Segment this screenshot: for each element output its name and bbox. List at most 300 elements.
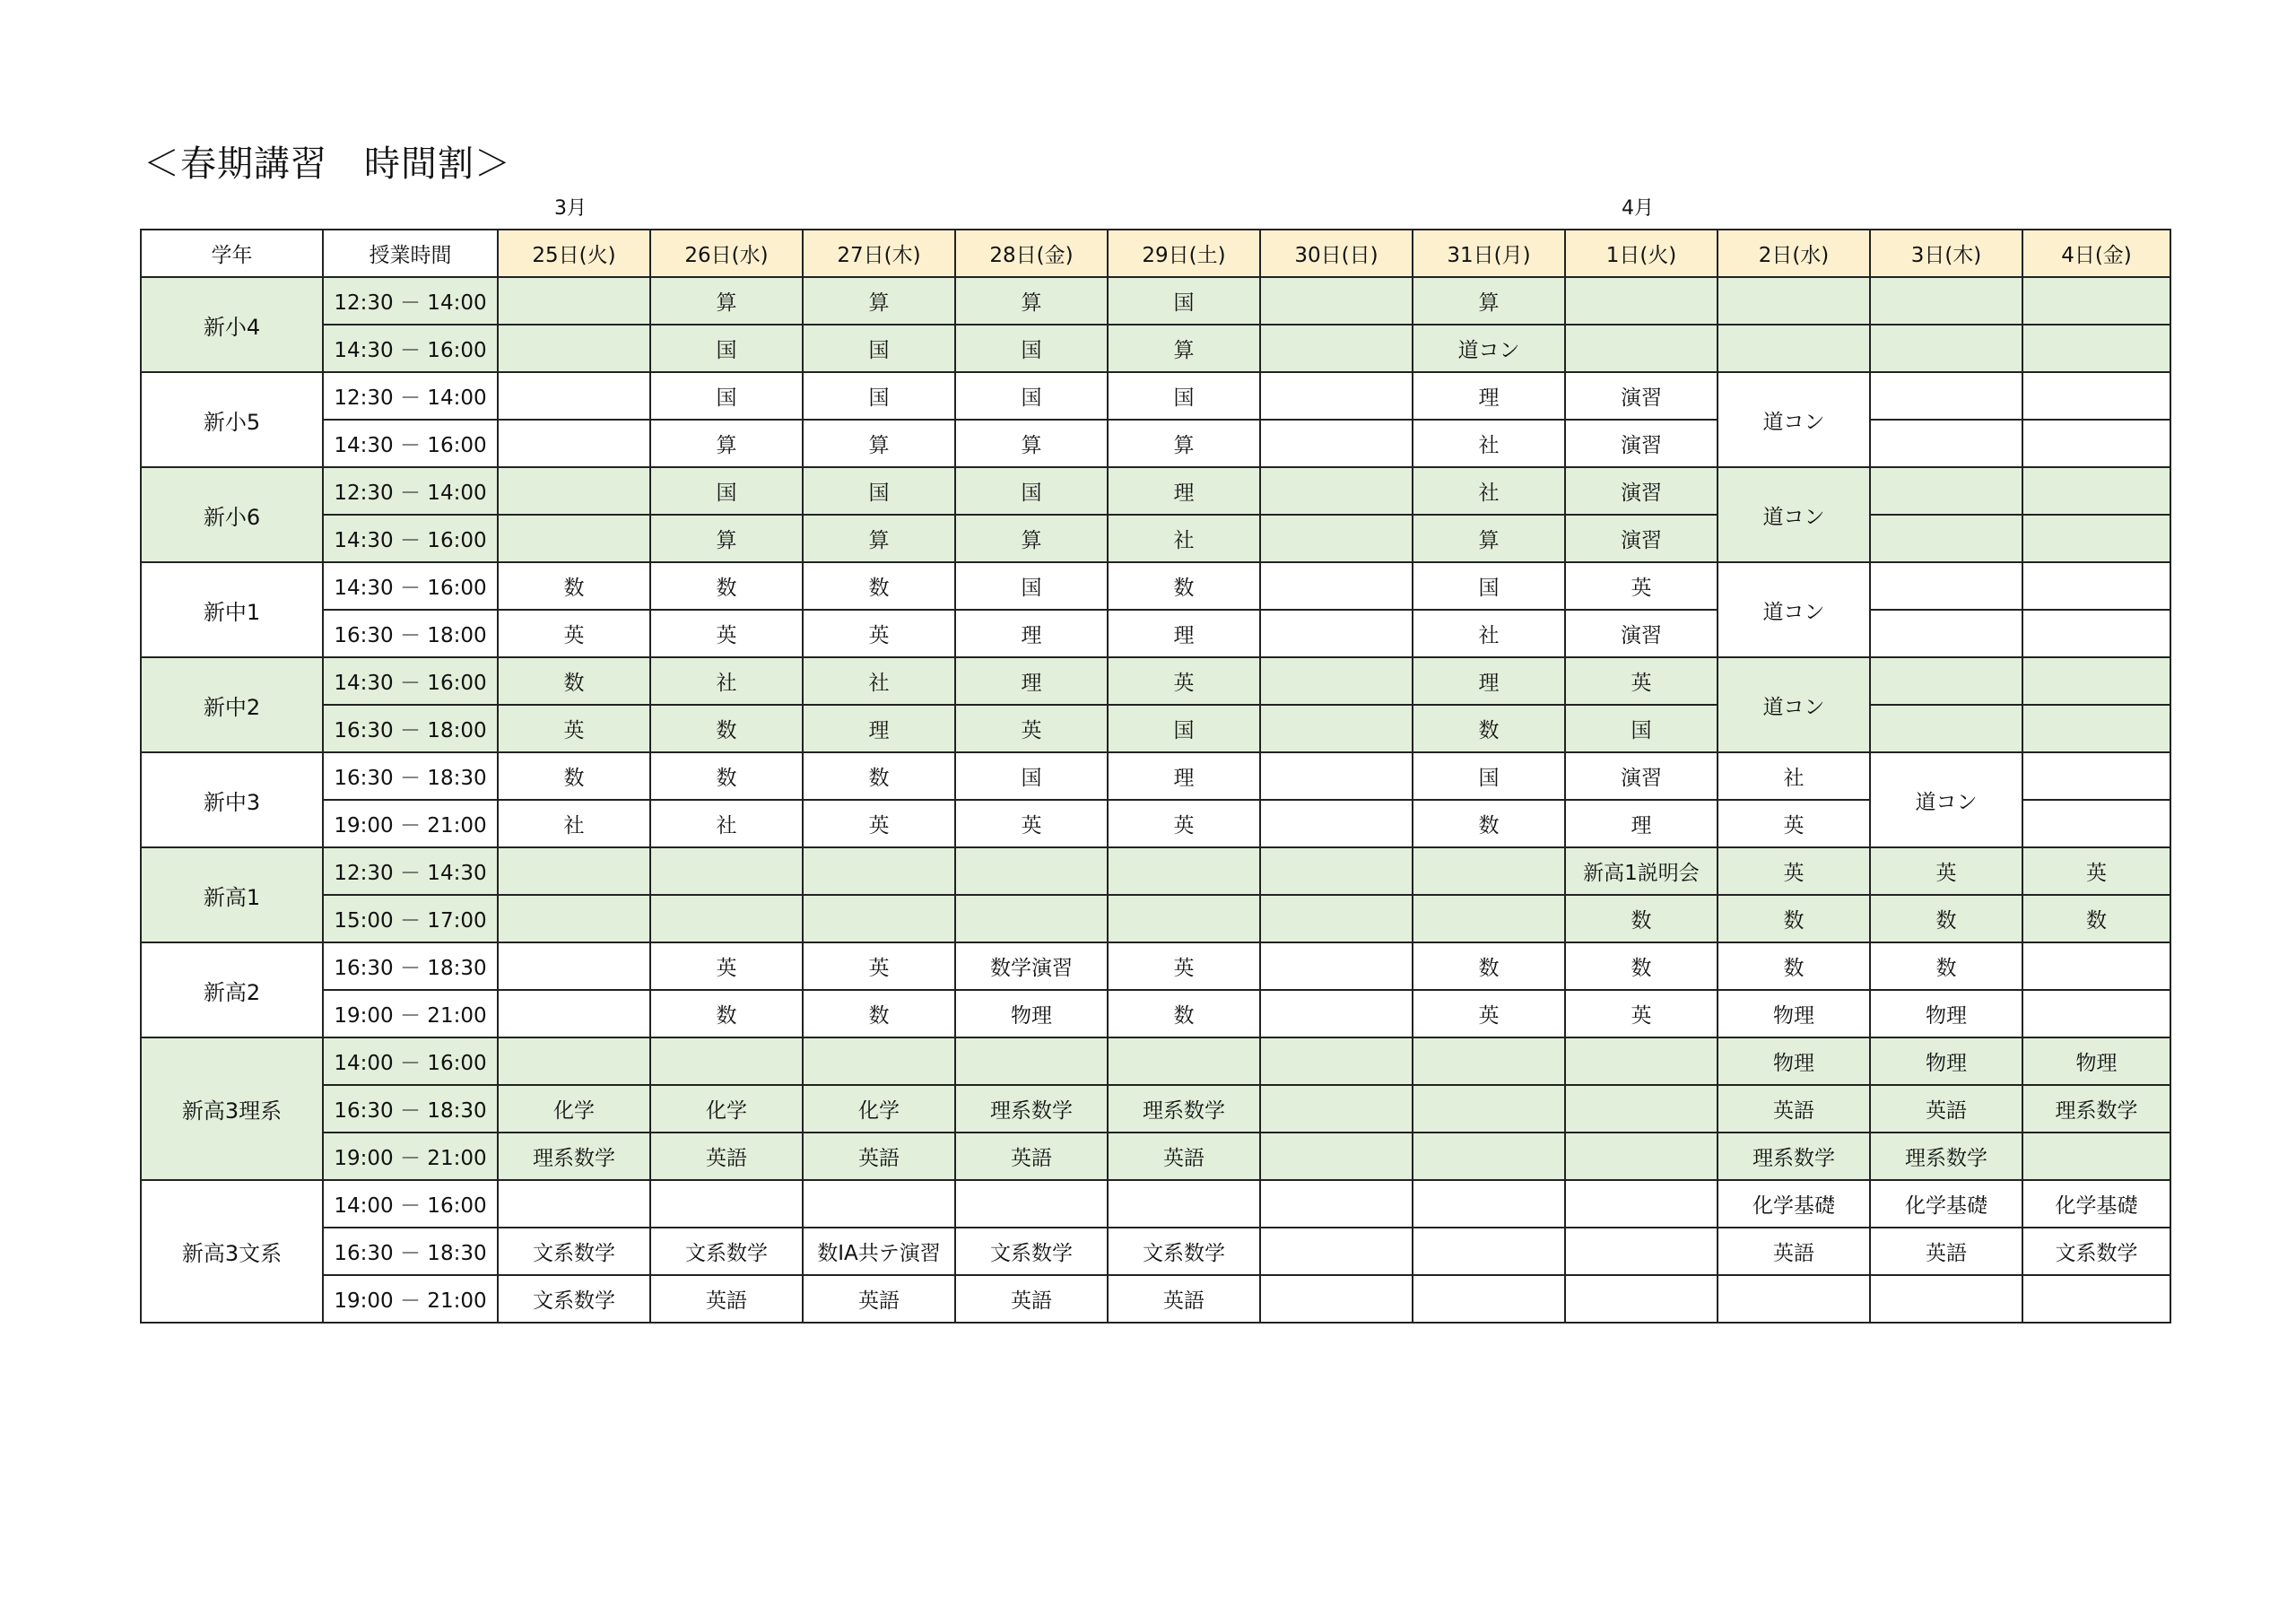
session-cell: 化学 xyxy=(803,1085,955,1133)
session-cell: 文系数学 xyxy=(1108,1228,1260,1275)
session-cell xyxy=(955,847,1108,895)
session-cell: 英 xyxy=(1718,800,1870,847)
session-cell: 物理 xyxy=(1718,990,1870,1037)
session-cell: 数 xyxy=(2022,895,2170,942)
table-row xyxy=(141,325,2170,372)
session-cell xyxy=(1413,1133,1565,1180)
session-cell xyxy=(955,1180,1108,1228)
session-cell xyxy=(650,1037,803,1085)
session-cell: 演習 xyxy=(1565,467,1718,515)
session-cell: 理 xyxy=(1108,467,1260,515)
session-cell xyxy=(650,847,803,895)
session-cell xyxy=(1260,420,1413,467)
session-cell: 物理 xyxy=(1718,1037,1870,1085)
session-cell: 算 xyxy=(1108,420,1260,467)
session-cell xyxy=(498,847,650,895)
session-cell xyxy=(1565,277,1718,325)
session-cell: 英語 xyxy=(955,1133,1108,1180)
session-cell: 数 xyxy=(1718,942,1870,990)
session-cell xyxy=(2022,325,2170,372)
session-cell: 英 xyxy=(2022,847,2170,895)
session-cell xyxy=(1260,990,1413,1037)
session-cell xyxy=(1413,895,1565,942)
table-row xyxy=(141,752,2170,800)
header-date: 1日(火) xyxy=(1565,230,1718,277)
header-date: 25日(火) xyxy=(498,230,650,277)
session-cell: 社 xyxy=(650,657,803,705)
session-cell xyxy=(1260,1133,1413,1180)
session-cell xyxy=(1260,1275,1413,1323)
month-label-march: 3月 xyxy=(554,197,587,220)
time-cell: 12:30 － 14:30 xyxy=(323,847,498,895)
session-cell xyxy=(1718,1275,1870,1323)
header-date: 30日(日) xyxy=(1260,230,1413,277)
session-cell xyxy=(1870,420,2022,467)
grade-cell: 新小4 xyxy=(141,277,323,372)
session-cell xyxy=(498,1037,650,1085)
session-cell: 社 xyxy=(1413,420,1565,467)
session-cell xyxy=(2022,277,2170,325)
timetable xyxy=(140,229,2171,1324)
table-row xyxy=(141,990,2170,1037)
session-cell: 理 xyxy=(955,610,1108,657)
table-row xyxy=(141,800,2170,847)
session-cell: 数 xyxy=(803,752,955,800)
session-cell xyxy=(1108,1180,1260,1228)
session-cell: 理系数学 xyxy=(955,1085,1108,1133)
session-cell: 国 xyxy=(955,372,1108,420)
table-row xyxy=(141,1180,2170,1228)
session-cell: 英 xyxy=(650,942,803,990)
session-cell: 文系数学 xyxy=(955,1228,1108,1275)
session-cell xyxy=(1260,657,1413,705)
session-cell: 化学基礎 xyxy=(1870,1180,2022,1228)
session-cell xyxy=(650,895,803,942)
time-cell: 19:00 － 21:00 xyxy=(323,800,498,847)
session-cell xyxy=(2022,562,2170,610)
session-cell xyxy=(2022,1275,2170,1323)
session-cell xyxy=(1565,1180,1718,1228)
session-cell xyxy=(1260,800,1413,847)
session-cell: 算 xyxy=(650,277,803,325)
time-cell: 16:30 － 18:30 xyxy=(323,1085,498,1133)
session-cell: 数 xyxy=(650,990,803,1037)
grade-cell: 新高3理系 xyxy=(141,1037,323,1180)
session-cell xyxy=(1870,372,2022,420)
session-cell: 英 xyxy=(1870,847,2022,895)
header-row xyxy=(141,230,2170,277)
session-cell xyxy=(2022,372,2170,420)
session-cell xyxy=(803,847,955,895)
table-row xyxy=(141,1037,2170,1085)
table-row xyxy=(141,372,2170,420)
session-cell xyxy=(498,990,650,1037)
time-cell: 19:00 － 21:00 xyxy=(323,1133,498,1180)
header-time: 授業時間 xyxy=(323,230,498,277)
time-cell: 12:30 － 14:00 xyxy=(323,467,498,515)
session-cell xyxy=(1870,610,2022,657)
session-cell: 文系数学 xyxy=(2022,1228,2170,1275)
session-cell: 社 xyxy=(650,800,803,847)
session-cell: 英 xyxy=(1108,942,1260,990)
merged-session-cell: 道コン xyxy=(1718,562,1870,657)
time-cell: 12:30 － 14:00 xyxy=(323,372,498,420)
session-cell: 数 xyxy=(1108,562,1260,610)
session-cell: 理系数学 xyxy=(1718,1133,1870,1180)
session-cell xyxy=(1260,372,1413,420)
session-cell: 算 xyxy=(955,277,1108,325)
grade-cell: 新中1 xyxy=(141,562,323,657)
session-cell xyxy=(1260,847,1413,895)
session-cell xyxy=(1260,515,1413,562)
session-cell xyxy=(498,467,650,515)
session-cell xyxy=(1108,847,1260,895)
session-cell: 社 xyxy=(1718,752,1870,800)
time-cell: 14:30 － 16:00 xyxy=(323,325,498,372)
session-cell: 数 xyxy=(498,752,650,800)
session-cell: 英 xyxy=(803,800,955,847)
session-cell: 英 xyxy=(1718,847,1870,895)
session-cell: 物理 xyxy=(1870,990,2022,1037)
session-cell xyxy=(498,895,650,942)
session-cell: 英 xyxy=(803,610,955,657)
session-cell xyxy=(1413,1275,1565,1323)
session-cell: 算 xyxy=(803,515,955,562)
session-cell xyxy=(1108,895,1260,942)
month-label-april: 4月 xyxy=(1622,197,1654,220)
session-cell: 物理 xyxy=(2022,1037,2170,1085)
session-cell: 理 xyxy=(1565,800,1718,847)
session-cell: 化学基礎 xyxy=(1718,1180,1870,1228)
session-cell: 社 xyxy=(1413,467,1565,515)
session-cell xyxy=(498,277,650,325)
session-cell: 算 xyxy=(650,515,803,562)
session-cell: 国 xyxy=(1565,705,1718,752)
session-cell: 国 xyxy=(955,752,1108,800)
session-cell: 英語 xyxy=(1718,1228,1870,1275)
session-cell xyxy=(498,515,650,562)
session-cell: 数 xyxy=(803,990,955,1037)
time-cell: 14:30 － 16:00 xyxy=(323,420,498,467)
session-cell xyxy=(1260,610,1413,657)
session-cell: 国 xyxy=(803,372,955,420)
grade-cell: 新高3文系 xyxy=(141,1180,323,1323)
session-cell xyxy=(1565,1133,1718,1180)
session-cell xyxy=(2022,752,2170,800)
session-cell xyxy=(1260,1180,1413,1228)
session-cell xyxy=(1413,1228,1565,1275)
time-cell: 12:30 － 14:00 xyxy=(323,277,498,325)
session-cell: 算 xyxy=(955,420,1108,467)
session-cell xyxy=(2022,942,2170,990)
session-cell xyxy=(2022,800,2170,847)
session-cell xyxy=(1260,752,1413,800)
session-cell: 物理 xyxy=(1870,1037,2022,1085)
session-cell xyxy=(2022,610,2170,657)
session-cell xyxy=(1413,847,1565,895)
session-cell: 演習 xyxy=(1565,372,1718,420)
session-cell: 国 xyxy=(1108,705,1260,752)
session-cell: 英語 xyxy=(1108,1275,1260,1323)
time-cell: 19:00 － 21:00 xyxy=(323,1275,498,1323)
session-cell xyxy=(1870,325,2022,372)
session-cell xyxy=(803,895,955,942)
session-cell: 理系数学 xyxy=(2022,1085,2170,1133)
time-cell: 16:30 － 18:30 xyxy=(323,942,498,990)
session-cell xyxy=(1260,562,1413,610)
table-row xyxy=(141,562,2170,610)
session-cell xyxy=(1260,467,1413,515)
header-date: 27日(木) xyxy=(803,230,955,277)
session-cell: 数 xyxy=(1718,895,1870,942)
session-cell xyxy=(1260,1228,1413,1275)
session-cell: 理 xyxy=(955,657,1108,705)
session-cell xyxy=(955,895,1108,942)
session-cell: 数 xyxy=(803,562,955,610)
session-cell xyxy=(2022,467,2170,515)
merged-session-cell: 道コン xyxy=(1718,467,1870,562)
session-cell: 新高1説明会 xyxy=(1565,847,1718,895)
time-cell: 14:30 － 16:00 xyxy=(323,515,498,562)
session-cell xyxy=(1718,325,1870,372)
header-date: 28日(金) xyxy=(955,230,1108,277)
session-cell xyxy=(1260,1085,1413,1133)
session-cell: 国 xyxy=(1413,562,1565,610)
session-cell: 国 xyxy=(803,325,955,372)
session-cell xyxy=(498,372,650,420)
session-cell xyxy=(2022,705,2170,752)
table-row xyxy=(141,942,2170,990)
time-cell: 14:30 － 16:00 xyxy=(323,562,498,610)
header-date: 31日(月) xyxy=(1413,230,1565,277)
session-cell: 算 xyxy=(1413,277,1565,325)
session-cell: 英 xyxy=(1108,800,1260,847)
session-cell: 国 xyxy=(1108,277,1260,325)
table-row xyxy=(141,1275,2170,1323)
table-row xyxy=(141,895,2170,942)
session-cell: 数 xyxy=(1870,895,2022,942)
page-title: ＜春期講習 時間割＞ xyxy=(144,143,511,185)
session-cell: 英 xyxy=(1565,657,1718,705)
session-cell xyxy=(1108,1037,1260,1085)
session-cell: 数 xyxy=(650,562,803,610)
merged-session-cell: 道コン xyxy=(1718,372,1870,467)
session-cell xyxy=(1870,657,2022,705)
session-cell xyxy=(498,325,650,372)
session-cell: 社 xyxy=(498,800,650,847)
session-cell xyxy=(955,1037,1108,1085)
session-cell: 国 xyxy=(803,467,955,515)
session-cell: 英語 xyxy=(1870,1228,2022,1275)
time-cell: 16:30 － 18:00 xyxy=(323,705,498,752)
header-date: 3日(木) xyxy=(1870,230,2022,277)
session-cell xyxy=(803,1037,955,1085)
session-cell: 文系数学 xyxy=(650,1228,803,1275)
session-cell: 英語 xyxy=(803,1133,955,1180)
session-cell: 英 xyxy=(1565,990,1718,1037)
session-cell: 算 xyxy=(1108,325,1260,372)
session-cell: 化学 xyxy=(650,1085,803,1133)
header-date: 29日(土) xyxy=(1108,230,1260,277)
session-cell: 数 xyxy=(1413,705,1565,752)
session-cell: 国 xyxy=(1108,372,1260,420)
session-cell: 数 xyxy=(1870,942,2022,990)
session-cell: 国 xyxy=(955,325,1108,372)
session-cell xyxy=(1870,467,2022,515)
session-cell: 数 xyxy=(650,752,803,800)
session-cell xyxy=(498,942,650,990)
session-cell: 英 xyxy=(1108,657,1260,705)
session-cell xyxy=(2022,420,2170,467)
session-cell: 国 xyxy=(1413,752,1565,800)
session-cell: 理 xyxy=(1108,752,1260,800)
session-cell xyxy=(1260,895,1413,942)
session-cell: 英語 xyxy=(1108,1133,1260,1180)
session-cell xyxy=(1565,1228,1718,1275)
merged-session-cell: 道コン xyxy=(1718,657,1870,752)
session-cell xyxy=(1260,705,1413,752)
session-cell xyxy=(1413,1085,1565,1133)
session-cell: 理系数学 xyxy=(498,1133,650,1180)
time-cell: 14:30 － 16:00 xyxy=(323,657,498,705)
session-cell: 英語 xyxy=(650,1133,803,1180)
table-row xyxy=(141,1228,2170,1275)
session-cell: 社 xyxy=(1413,610,1565,657)
session-cell xyxy=(1870,515,2022,562)
grade-cell: 新中2 xyxy=(141,657,323,752)
session-cell: 数学演習 xyxy=(955,942,1108,990)
session-cell: 英 xyxy=(803,942,955,990)
session-cell: 算 xyxy=(1413,515,1565,562)
session-cell: 国 xyxy=(955,562,1108,610)
session-cell: 理 xyxy=(1413,372,1565,420)
session-cell xyxy=(1565,1037,1718,1085)
session-cell xyxy=(2022,657,2170,705)
session-cell xyxy=(1413,1037,1565,1085)
session-cell: 国 xyxy=(955,467,1108,515)
session-cell: 演習 xyxy=(1565,515,1718,562)
session-cell: 英 xyxy=(955,800,1108,847)
session-cell xyxy=(650,1180,803,1228)
time-cell: 15:00 － 17:00 xyxy=(323,895,498,942)
session-cell: 数 xyxy=(1565,895,1718,942)
session-cell: 数 xyxy=(1413,800,1565,847)
session-cell: 社 xyxy=(803,657,955,705)
session-cell xyxy=(2022,990,2170,1037)
session-cell: 理系数学 xyxy=(1870,1133,2022,1180)
session-cell xyxy=(1718,277,1870,325)
grade-cell: 新高1 xyxy=(141,847,323,942)
session-cell: 数IA共テ演習 xyxy=(803,1228,955,1275)
session-cell xyxy=(1870,705,2022,752)
session-cell: 英語 xyxy=(955,1275,1108,1323)
merged-session-cell: 道コン xyxy=(1870,752,2022,847)
session-cell: 演習 xyxy=(1565,420,1718,467)
time-cell: 16:30 － 18:30 xyxy=(323,1228,498,1275)
time-cell: 19:00 － 21:00 xyxy=(323,990,498,1037)
session-cell: 理 xyxy=(1413,657,1565,705)
session-cell: 数 xyxy=(1413,942,1565,990)
header-date: 4日(金) xyxy=(2022,230,2170,277)
session-cell: 社 xyxy=(1108,515,1260,562)
session-cell: 数 xyxy=(498,562,650,610)
session-cell xyxy=(1260,942,1413,990)
time-cell: 14:00 － 16:00 xyxy=(323,1037,498,1085)
session-cell xyxy=(2022,515,2170,562)
table-row xyxy=(141,277,2170,325)
header-date: 2日(水) xyxy=(1718,230,1870,277)
grade-cell: 新小6 xyxy=(141,467,323,562)
session-cell xyxy=(1260,325,1413,372)
session-cell xyxy=(498,420,650,467)
session-cell: 英語 xyxy=(650,1275,803,1323)
session-cell xyxy=(1870,562,2022,610)
session-cell: 化学基礎 xyxy=(2022,1180,2170,1228)
grade-cell: 新小5 xyxy=(141,372,323,467)
session-cell: 算 xyxy=(803,277,955,325)
time-cell: 16:30 － 18:00 xyxy=(323,610,498,657)
session-cell: 算 xyxy=(803,420,955,467)
table-row xyxy=(141,467,2170,515)
session-cell: 文系数学 xyxy=(498,1228,650,1275)
session-cell: 算 xyxy=(955,515,1108,562)
table-row xyxy=(141,1085,2170,1133)
session-cell xyxy=(1565,1085,1718,1133)
session-cell: 理 xyxy=(1108,610,1260,657)
session-cell xyxy=(1870,1275,2022,1323)
session-cell xyxy=(1870,277,2022,325)
session-cell: 国 xyxy=(650,325,803,372)
session-cell xyxy=(1565,1275,1718,1323)
time-cell: 16:30 － 18:30 xyxy=(323,752,498,800)
session-cell: 物理 xyxy=(955,990,1108,1037)
header-date: 26日(水) xyxy=(650,230,803,277)
session-cell: 数 xyxy=(1565,942,1718,990)
session-cell: 国 xyxy=(650,372,803,420)
header-grade: 学年 xyxy=(141,230,323,277)
grade-cell: 新高2 xyxy=(141,942,323,1037)
session-cell: 英 xyxy=(955,705,1108,752)
session-cell xyxy=(1413,1180,1565,1228)
table-row xyxy=(141,1133,2170,1180)
session-cell: 道コン xyxy=(1413,325,1565,372)
session-cell: 理系数学 xyxy=(1108,1085,1260,1133)
session-cell: 英 xyxy=(498,610,650,657)
session-cell: 英 xyxy=(650,610,803,657)
session-cell xyxy=(2022,1133,2170,1180)
session-cell: 演習 xyxy=(1565,610,1718,657)
session-cell: 英 xyxy=(1413,990,1565,1037)
session-cell xyxy=(1260,277,1413,325)
grade-cell: 新中3 xyxy=(141,752,323,847)
session-cell: 算 xyxy=(650,420,803,467)
session-cell: 数 xyxy=(1108,990,1260,1037)
time-cell: 14:00 － 16:00 xyxy=(323,1180,498,1228)
session-cell: 英語 xyxy=(803,1275,955,1323)
session-cell: 数 xyxy=(498,657,650,705)
session-cell: 化学 xyxy=(498,1085,650,1133)
session-cell: 英語 xyxy=(1870,1085,2022,1133)
session-cell xyxy=(803,1180,955,1228)
table-row xyxy=(141,847,2170,895)
session-cell: 国 xyxy=(650,467,803,515)
session-cell: 英語 xyxy=(1718,1085,1870,1133)
session-cell: 演習 xyxy=(1565,752,1718,800)
session-cell xyxy=(498,1180,650,1228)
session-cell: 文系数学 xyxy=(498,1275,650,1323)
session-cell xyxy=(1260,1037,1413,1085)
session-cell: 英 xyxy=(1565,562,1718,610)
